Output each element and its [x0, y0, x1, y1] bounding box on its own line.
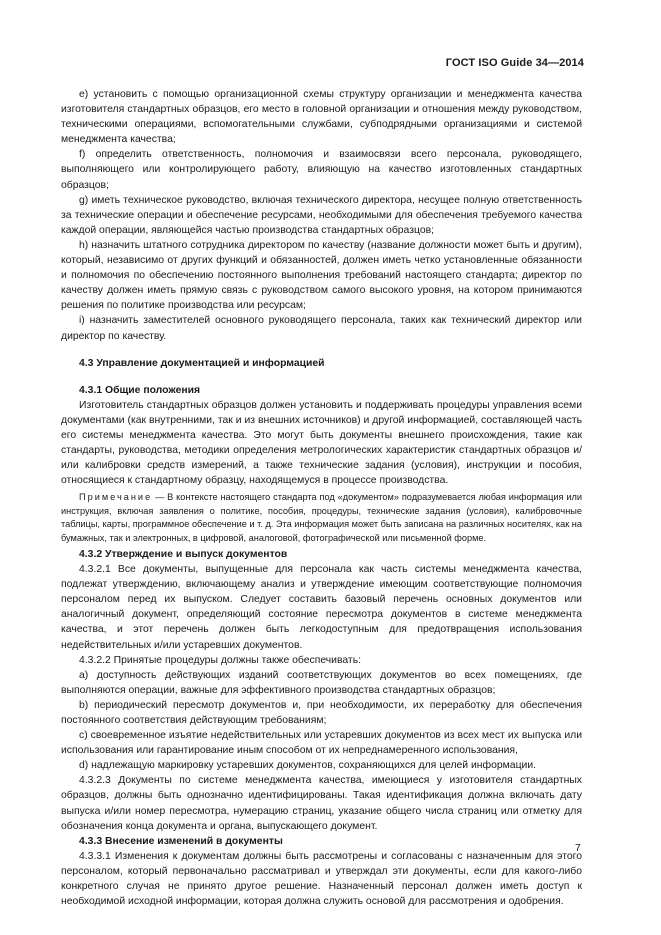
document-body: [61, 87, 582, 909]
paragraph-c: c) своевременное изъятие недействительных или устаревших документов из всех мест их выпуска или использования или гарантирование иным способом от их непреднамеренного использования,: [61, 730, 582, 757]
paragraph-d: d) надлежащую маркировку устаревших документов, сохраняющихся для целей информации.: [79, 760, 537, 772]
paragraph-4-3-2-2: 4.3.2.2 Принятые процедуры должны также обеспечивать:: [79, 654, 361, 666]
paragraph-4-3-1: Изготовитель стандартных образцов должен установить и поддерживать процедуры управления всеми документами (как внутренними, так и из внешних источников) и другой информацией, составляющей часть его системы менеджмента качества. Это могут быть документы внешнего происхождения, такие как стандарты, руководства, методики определения метрологических характеристик стандартных образцов и/или калибровки средств измерений, а также технические задания (условия), инструкции и пособия, относящиеся к стандартному образцу, находящемуся в процессе производства.: [61, 399, 582, 487]
document-header: ГОСТ ISO Guide 34—2014: [445, 57, 584, 69]
section-4-3-2-heading: 4.3.2 Утверждение и выпуск документов: [79, 548, 288, 560]
paragraph-g: g) иметь техническое руководство, включая технического директора, несущее полную ответственность за технические операции и обеспечение ресурсами, необходимыми для обеспечения требуемого качества каждой операции, являющейся частью производства стандартных образцов;: [61, 194, 582, 236]
paragraph-4-3-3-1: 4.3.3.1 Изменения к документам должны быть рассмотрены и согласованы с назначенным для этого персоналом, который первоначально рассматривал и утверждал эти документы, если для какого-либо конкретного случая не принято другое решение. Назначенный персонал должен иметь доступ к необходимой исходной информации, которая должна служить основой для рассмотрения и одобрения.: [61, 850, 582, 908]
paragraph-e: e) установить с помощью организационной схемы структуру организации и менеджмента качества изготовителя стандартных образцов, его место в головной организации и отношения между руководством, техническими операциями, вспомогательными службами, субподрядными организациями и системой менеджмента качества;: [61, 89, 582, 146]
paragraph-a: a) доступность действующих изданий соответствующих документов во всех помещениях, где выполняются операции, важные для эффективного производства стандартных образцов;: [61, 669, 582, 696]
note: [61, 491, 582, 545]
section-4-3-heading: 4.3 Управление документацией и информацией: [79, 357, 325, 369]
section-4-3-1-heading: 4.3.1 Общие положения: [79, 384, 201, 396]
section-4-3-3-heading: 4.3.3 Внесение изменений в документы: [79, 835, 283, 847]
note-text: — В контексте настоящего стандарта под «документом» подразумевается любая информация или инструкция, включая заявления о политике, пособия, процедуры, технические задания (условия), калибровочные таблицы, карты, программное обеспечение и т. д. Эта информация может быть записана на различных носителях, как на бумажных, так и электронных, в цифровой, аналоговой, фотографической или письменной форме.: [61, 492, 582, 543]
paragraph-h: h) назначить штатного сотрудника директором по качеству (название должности может быть и другим), который, независимо от других функций и обязанностей, должен иметь четко установленные обязанности и полномочия по обеспечению постоянного выполнения требований настоящего стандарта; директор по качеству должен иметь прямую связь с руководством самого высокого уровня, на котором принимаются решения по политике производства или ресурсам;: [61, 239, 582, 312]
paragraph-i: i) назначить заместителей основного руководящего персонала, таких как технический директор или директор по качеству.: [61, 315, 582, 342]
page-number: 7: [575, 843, 581, 854]
paragraph-4-3-2-3: 4.3.2.3 Документы по системе менеджмента качества, имеющиеся у изготовителя стандартных образцов, должны быть однозначно идентифицированы. Такая идентификация должна включать дату выпуска и/или номер пересмотра, нумерацию страниц, указание общего числа страниц или отметку для обозначения конца документа и органа, выпускающего документ.: [61, 775, 582, 832]
paragraph-4-3-2-1: 4.3.2.1 Все документы, выпущенные для персонала как часть системы менеджмента качества, подлежат утверждению, включающему анализ и утверждение имеющим соответствующие полномочия персоналом перед их выпуском. Следует составить базовый перечень основных документов или аналогичный документ, определяющий состояние пересмотра документов в системе менеджмента качества, и этот перечень должен быть легкодоступным для предотвращения использования недействительных и/или устаревших документов.: [61, 564, 582, 651]
paragraph-f: f) определить ответственность, полномочия и взаимосвязи всего персонала, руководящего, выполняющего или контролирующего работу, влияющую на качество изготовленных стандартных образцов;: [61, 149, 582, 191]
paragraph-b: b) периодический пересмотр документов и, при необходимости, их переработку для обеспечения постоянного соответствия действующим требованиям;: [61, 699, 582, 726]
note-label: Примечание: [79, 492, 153, 503]
